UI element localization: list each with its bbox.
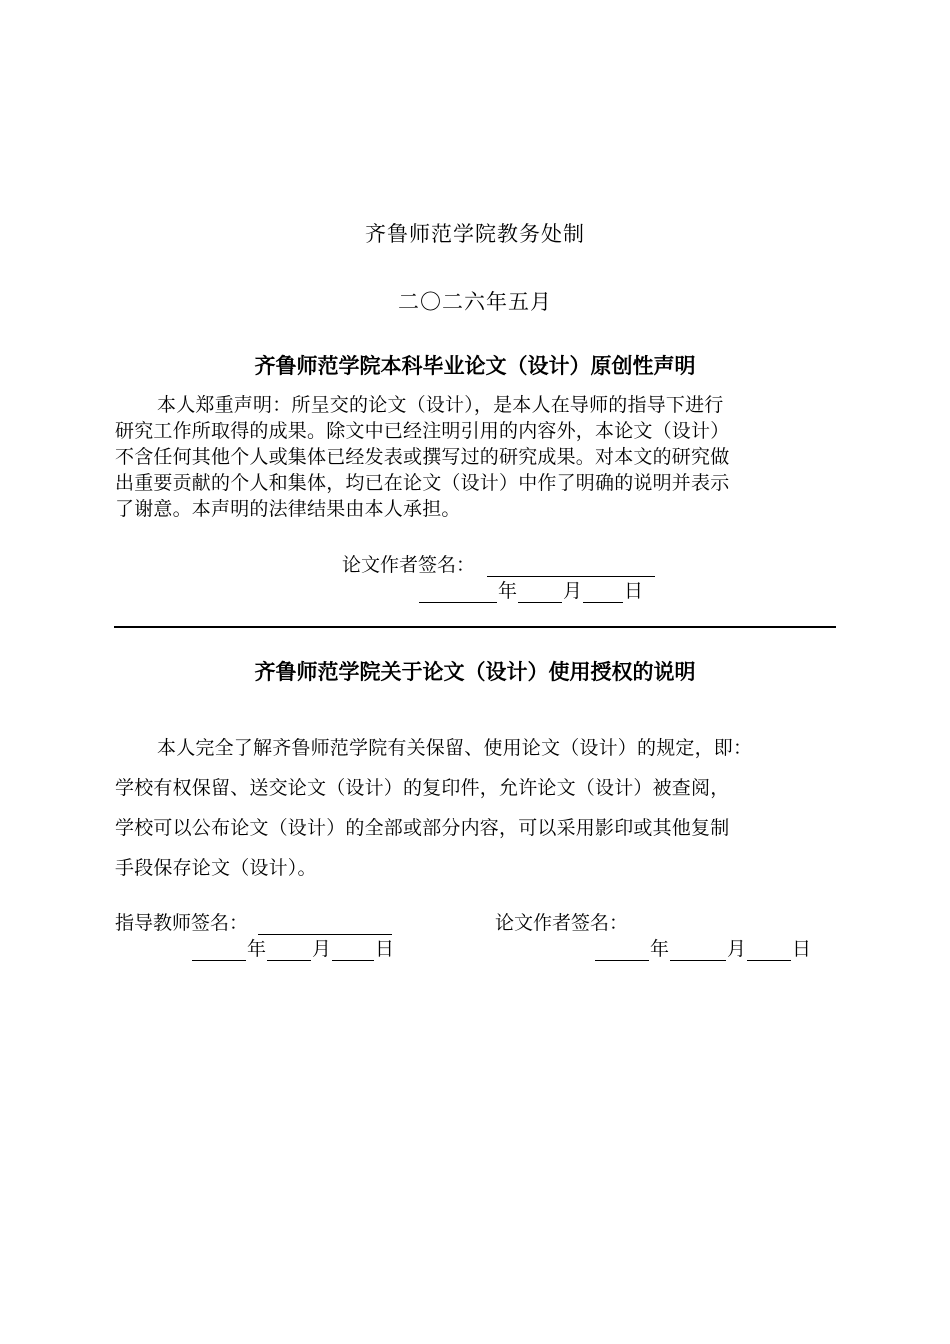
paragraph-line: 本人郑重声明：所呈交的论文（设计），是本人在导师的指导下进行 — [157, 394, 724, 416]
day-field[interactable] — [583, 584, 623, 603]
month-field[interactable] — [267, 942, 311, 961]
originality-author-signature — [342, 550, 656, 577]
year-field[interactable] — [595, 942, 649, 961]
month-label: 月 — [563, 580, 583, 602]
originality-title: 齐鲁师范学院本科毕业论文（设计）原创性声明 — [254, 354, 696, 378]
month-field[interactable] — [670, 942, 726, 961]
year-label: 年 — [650, 938, 670, 960]
authorization-author-signature — [495, 908, 628, 935]
day-label: 日 — [624, 580, 644, 602]
originality-paragraph — [115, 392, 835, 522]
year-field[interactable] — [192, 942, 246, 961]
day-label: 日 — [792, 938, 812, 960]
issuer: 齐鲁师范学院教务处制 — [365, 222, 585, 246]
year-field[interactable] — [419, 584, 497, 603]
paragraph-line: 出重要贡献的个人和集体，均已在论文（设计）中作了明确的说明并表示 — [115, 472, 730, 494]
paragraph-line: 了谢意。本声明的法律结果由本人承担。 — [115, 498, 461, 520]
paragraph-line: 不含任何其他个人或集体已经发表或撰写过的研究成果。对本文的研究做 — [115, 446, 730, 468]
paragraph-line: 研究工作所取得的成果。除文中已经注明引用的内容外，本论文（设计） — [115, 420, 730, 442]
month-label: 月 — [727, 938, 747, 960]
advisor-sign-date — [191, 934, 394, 961]
author-sign-field[interactable] — [487, 558, 655, 577]
day-label: 日 — [375, 938, 395, 960]
paragraph-line: 本人完全了解齐鲁师范学院有关保留、使用论文（设计）的规定，即： — [157, 737, 753, 759]
month-field[interactable] — [518, 584, 562, 603]
advisor-sign-field[interactable] — [258, 916, 392, 935]
paragraph-line: 学校可以公布论文（设计）的全部或部分内容，可以采用影印或其他复制 — [115, 817, 730, 839]
paragraph-line: 学校有权保留、送交论文（设计）的复印件，允许论文（设计）被查阅， — [115, 777, 730, 799]
day-field[interactable] — [747, 942, 791, 961]
author-sign-label: 论文作者签名： — [342, 554, 476, 576]
originality-sign-date — [418, 576, 643, 603]
day-field[interactable] — [332, 942, 374, 961]
paragraph-line: 手段保存论文（设计）。 — [115, 857, 317, 879]
advisor-signature — [115, 908, 393, 935]
advisor-sign-label: 指导教师签名： — [115, 912, 249, 934]
authorization-paragraph — [115, 728, 835, 888]
month-label: 月 — [312, 938, 332, 960]
year-label: 年 — [498, 580, 518, 602]
author-sign-label: 论文作者签名： — [495, 912, 629, 934]
author-sign-date — [594, 934, 811, 961]
section-divider — [114, 626, 836, 628]
year-label: 年 — [247, 938, 267, 960]
authorization-title: 齐鲁师范学院关于论文（设计）使用授权的说明 — [254, 660, 696, 684]
issue-date: 二〇二六年五月 — [398, 290, 552, 314]
